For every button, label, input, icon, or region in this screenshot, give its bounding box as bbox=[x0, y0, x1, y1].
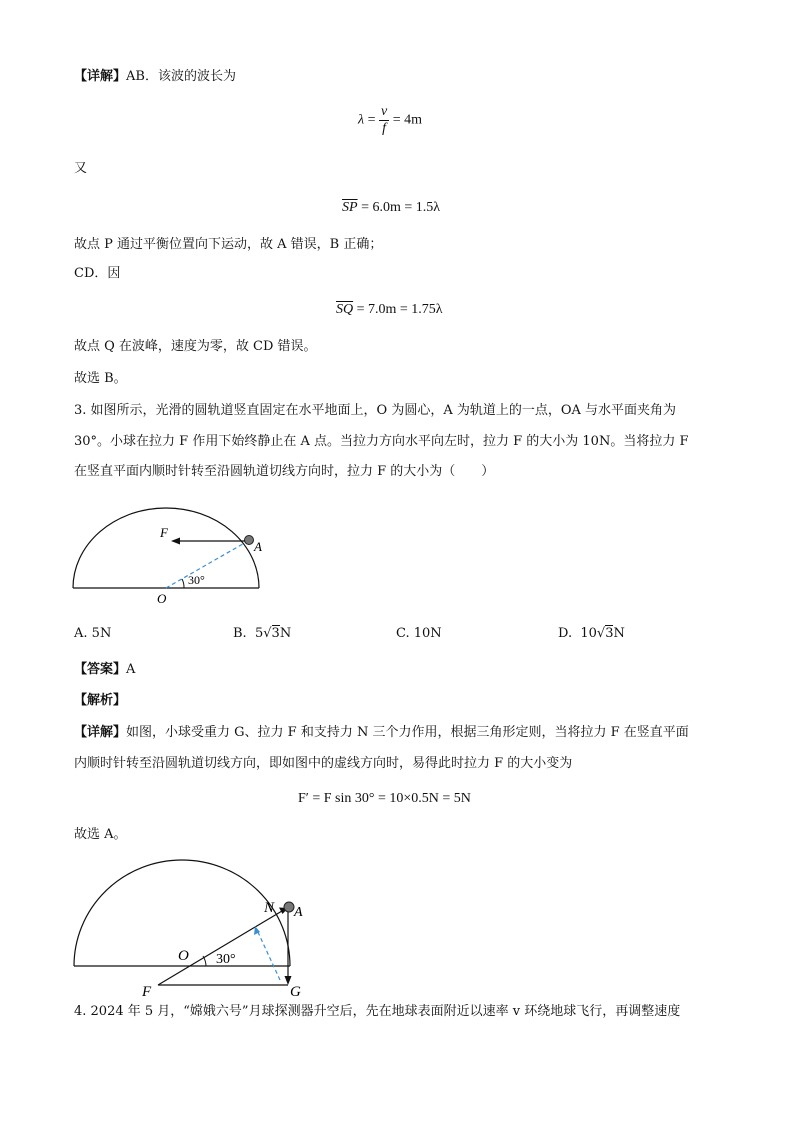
eq-sp-rhs: = 6.0m = 1.5λ bbox=[361, 200, 441, 215]
force-f-arrowhead bbox=[171, 538, 180, 545]
detail2-tag: 【详解】 bbox=[74, 725, 127, 740]
analysis-tag: 【解析】 bbox=[74, 693, 127, 708]
option-b: B. 5√3N bbox=[233, 626, 292, 641]
tangent-dashed bbox=[257, 930, 280, 980]
text-choose-a: 故选 A。 bbox=[74, 827, 127, 842]
radius-oa bbox=[166, 541, 248, 588]
question-4-line-1: 4. 2024 年 5 月，“嫦娥六号”月球探测器升空后，先在地球表面附近以速率 v 环绕地球飞行，再调整速度 bbox=[74, 1004, 681, 1019]
figure-semicircle-1 bbox=[60, 505, 280, 610]
question-3-line-3: 在竖直平面内顺时针转至沿圆轨道切线方向时，拉力 F 的大小为（ ） bbox=[74, 464, 495, 479]
text-you: 又 bbox=[74, 161, 88, 176]
eq-lambda-rhs: = 4m bbox=[392, 112, 422, 128]
label-f-2: F bbox=[142, 984, 152, 1000]
angle-arc bbox=[182, 579, 184, 588]
label-f: F bbox=[160, 525, 168, 540]
text-point-q: 故点 Q 在波峰，速度为零，故 CD 错误。 bbox=[74, 339, 317, 354]
text-choose-b: 故选 B。 bbox=[74, 371, 127, 386]
text-point-p: 故点 P 通过平衡位置向下运动，故 A 错误，B 正确； bbox=[74, 237, 383, 252]
ball-a bbox=[245, 536, 254, 545]
label-g: G bbox=[290, 984, 301, 1000]
answer-tag: 【答案】 bbox=[74, 662, 127, 677]
label-o: O bbox=[157, 591, 167, 606]
label-angle: 30° bbox=[188, 573, 205, 587]
eq-lambda-lhs: λ bbox=[358, 112, 365, 128]
eq-lambda-fraction bbox=[379, 104, 389, 137]
label-a: A bbox=[254, 539, 262, 554]
question-3-line-2: 30°。小球在拉力 F 作用下始终静止在 A 点。当拉力方向水平向左时，拉力 F 的大小为 10N。当将拉力 F bbox=[74, 434, 689, 449]
detail2-line-2: 内顺时针转至沿圆轨道切线方向，即如图中的虚线方向时，易得此时拉力 F 的大小变为 bbox=[74, 756, 573, 771]
eq-sp-seg: $\overline{SP}$ bbox=[342, 200, 358, 215]
option-a: A. 5N bbox=[74, 626, 112, 641]
figure-semicircle-2 bbox=[60, 850, 320, 1000]
label-angle-2: 30° bbox=[216, 952, 236, 967]
track-arc bbox=[73, 508, 259, 588]
text-cd: CD．因 bbox=[74, 266, 121, 281]
equation-wavelength: λ = $\frac{v}{f}$ = 4m bbox=[358, 104, 422, 136]
detail-tag: 【详解】 bbox=[74, 69, 127, 84]
question-3-line-1: 3. 如图所示，光滑的圆轨道竖直固定在水平地面上，O 为圆心，A 为轨道上的一点，OA 与水平面夹角为 bbox=[74, 403, 677, 418]
answer-line bbox=[74, 661, 135, 679]
detail-text: AB．该波的波长为 bbox=[126, 69, 236, 84]
eq-sq-rhs: = 7.0m = 1.75λ bbox=[356, 302, 443, 317]
label-n: N bbox=[264, 900, 275, 916]
detail2-line-1: 【详解】如图，小球受重力 G、拉力 F 和支持力 N 三个力作用，根据三角形定则，当将拉力 F 在竖直平面 bbox=[74, 725, 689, 740]
option-c: C. 10N bbox=[396, 626, 442, 641]
eq-lambda-num: v bbox=[380, 104, 388, 119]
label-a-2: A bbox=[294, 905, 303, 920]
force-n-line bbox=[158, 911, 282, 985]
label-o-2: O bbox=[178, 948, 189, 964]
ball-a-2 bbox=[284, 902, 294, 912]
equation-fprime: F′ = F sin 30° = 10×0.5N = 5N bbox=[298, 791, 471, 806]
eq-lambda-den: f bbox=[382, 121, 387, 136]
equation-sp bbox=[342, 200, 440, 216]
equation-sq bbox=[336, 302, 443, 318]
eq-sq-seg: $\overline{SQ}$ bbox=[336, 302, 354, 317]
option-d: D. 10√3N bbox=[558, 626, 625, 641]
answer-value: A bbox=[126, 662, 136, 677]
detail-line-1 bbox=[74, 68, 236, 86]
